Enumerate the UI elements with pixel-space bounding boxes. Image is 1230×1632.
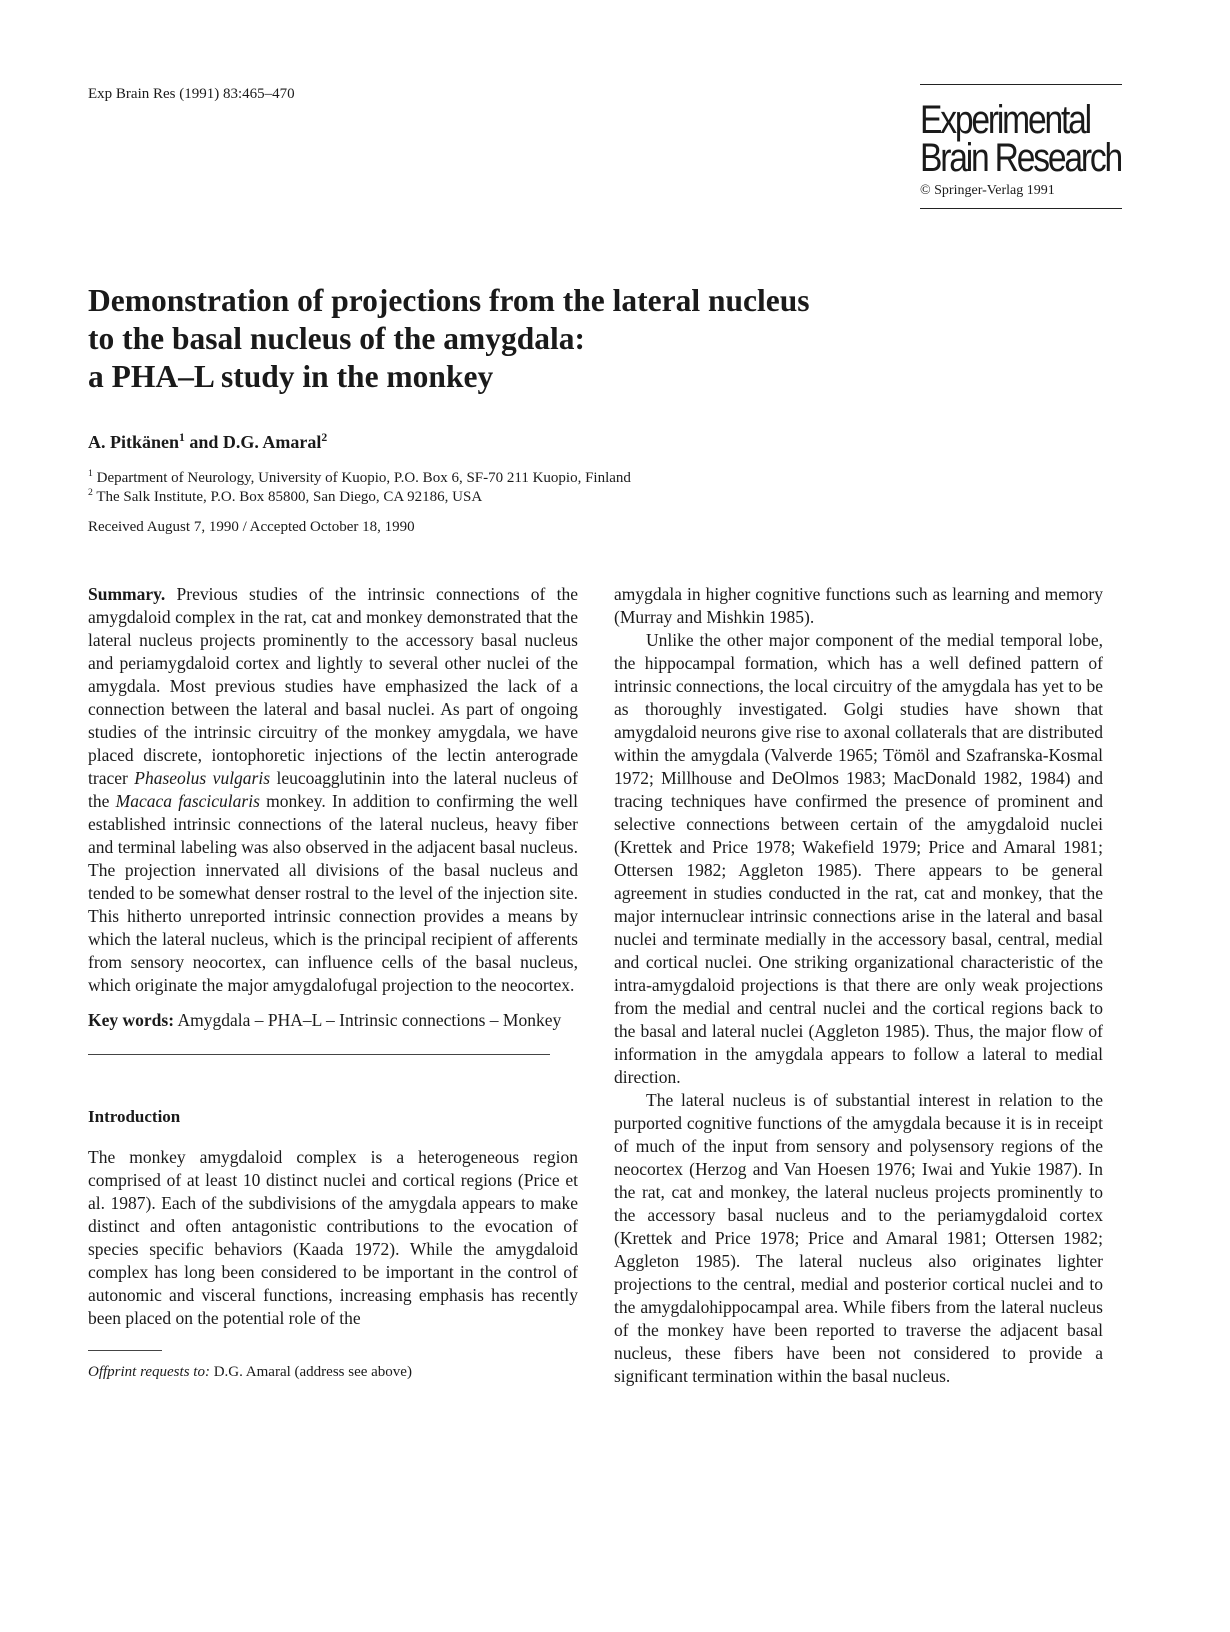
author-list: [88, 432, 327, 453]
keywords: Key words: Amygdala – PHA–L – Intrinsic connections – Monkey: [88, 1010, 562, 1030]
species-name: Macaca fascicularis: [115, 791, 260, 811]
author-separator: and: [184, 432, 223, 452]
body-paragraph: The monkey amygdaloid complex is a heterogeneous region comprised of at least 10 distinct nuclei and cortical regions (Price et al. 1987). Each of the subdivisions of the amygdala appears to make distinct and often antagonistic contributions to the evocation of species specific behaviors (Kaada 1972). While the amygdaloid complex has long been considered to be important in the control of autonomic and visceral functions, increasing emphasis has recently been placed on the potential role of the: [88, 1147, 578, 1328]
body-paragraph: Unlike the other major component of the medial temporal lobe, the hippocampal formation, which has a well defined pattern of intrinsic connections, the local circuitry of the amygdala has yet to be as thoroughly investigated. Golgi studies have shown that amygdaloid neurons give rise to axonal collaterals that are distributed within the amygdala (Valverde 1965; Tömöl and Szafranska-Kosmal 1972; Millhouse and DeOlmos 1983; MacDonald 1982, 1984) and tracing techniques have confirmed the presence of prominent and selective connections between certain of the amygdaloid nuclei (Krettek and Price 1978; Wakefield 1979; Price and Amaral 1981; Ottersen 1982; Aggleton 1985). There appears to be general agreement in studies conducted in the rat, cat and monkey, that the major internuclear intrinsic connections arise in the lateral and basal nuclei and terminate medially in the accessory basal, central, medial and cortical nuclei. One striking organizational characteristic of the intra-amygdaloid projections is that there are only weak projections from the medial and central nuclei and the cortical regions back to the basal and lateral nuclei (Aggleton 1985). Thus, the major flow of information in the amygdala appears to follow a lateral to medial direction.: [614, 630, 1103, 1087]
affiliation-marker: 2: [88, 487, 93, 498]
author-name: A. Pitkänen: [88, 432, 180, 452]
journal-citation: Exp Brain Res (1991) 83:465–470: [88, 86, 295, 102]
article-title: [88, 282, 918, 396]
received-accepted-dates: Received August 7, 1990 / Accepted October 18, 1990: [88, 519, 415, 535]
affiliation-marker: 1: [179, 431, 185, 444]
logo-bottom-rule: [920, 208, 1122, 209]
journal-logo-line-1: Experimental: [920, 98, 1090, 142]
copyright-notice: © Springer-Verlag 1991: [920, 183, 1055, 198]
title-line-3: a PHA–L study in the monkey: [88, 359, 494, 394]
affiliation-marker: 2: [321, 431, 328, 444]
journal-logo-line-2: Brain Research: [920, 136, 1122, 180]
species-name: Phaseolus vulgaris: [134, 768, 271, 788]
footnote: Offprint requests to: D.G. Amaral (address see above): [88, 1364, 412, 1380]
body-paragraph-continued: amygdala in higher cognitive functions such as learning and memory (Murray and Mishkin 1985).: [614, 584, 1103, 627]
summary-paragraph: Summary. Previous studies of the intrinsic connections of the amygdaloid complex in the rat, cat and monkey demonstrated that the lateral nucleus projects prominently to the accessory basal nucleus and periamygdaloid cortex and lightly to several other nuclei of the amygdala. Most previous studies have emphasized the lack of a connection between the lateral and basal nuclei. As part of ongoing studies of the intrinsic circuitry of the monkey amygdala, we have placed discrete, iontophoretic injections of the lectin anterograde tracer Phaseolus vulgaris leucoagglutinin into the lateral nucleus of the Macaca fascicularis monkey. In addition to confirming the well established intrinsic connections of the lateral nucleus, heavy fiber and terminal labeling was also observed in the adjacent basal nucleus. The projection innervated all divisions of the basal nucleus and tended to be somewhat denser rostral to the level of the injection site. This hitherto unreported intrinsic connection provides a means by which the lateral nucleus, which is the principal recipient of afferents from sensory neocortex, can influence cells of the basal nucleus, which originate the major amygdalofugal projection to the neocortex.: [88, 584, 578, 995]
right-column: [614, 583, 1103, 1388]
affiliation-1: $^1$ Department of Neurology, University of Kuopio, P.O. Box 6, SF-70 211 Kuopio, Finland: [88, 468, 631, 486]
affiliation-marker: 1: [88, 468, 93, 479]
affiliation-2: $^2$ The Salk Institute, P.O. Box 85800, San Diego, CA 92186, USA: [88, 487, 483, 505]
left-column: [88, 583, 578, 1384]
logo-top-rule: [920, 84, 1122, 85]
body-paragraph: The lateral nucleus is of substantial interest in relation to the purported cognitive functions of the amygdala because it is in receipt of much of the input from sensory and polysensory regions of the neocortex (Herzog and Van Hoesen 1976; Iwai and Yukie 1987). In the rat, cat and monkey, the lateral nucleus projects prominently to the accessory basal nucleus and to the periamygdaloid cortex (Krettek and Price 1978; Price and Amaral 1981; Ottersen 1982; Aggleton 1985). The lateral nucleus also originates lighter projections to the central, medial and posterior cortical nuclei and to the amygdalohippocampal area. While fibers from the lateral nucleus of the monkey have been reported to traverse the adjacent basal nucleus, these fibers have been not considered to provide a significant termination within the basal nucleus.: [614, 1090, 1103, 1386]
journal-logo: [920, 98, 1122, 180]
journal-logo-block: [920, 84, 1122, 209]
title-line-2: to the basal nucleus of the amygdala:: [88, 321, 586, 356]
section-heading: Introduction: [88, 1107, 181, 1126]
affiliations: [88, 469, 631, 507]
title-line-1: Demonstration of projections from the lateral nucleus: [88, 283, 810, 318]
keywords-label: Key words:: [88, 1010, 175, 1030]
section-divider: [88, 1054, 550, 1055]
summary-label: Summary.: [88, 584, 166, 604]
author-name: D.G. Amaral: [222, 432, 322, 452]
footnote-rule: [88, 1350, 162, 1351]
footnote-label: Offprint requests to:: [88, 1364, 210, 1380]
